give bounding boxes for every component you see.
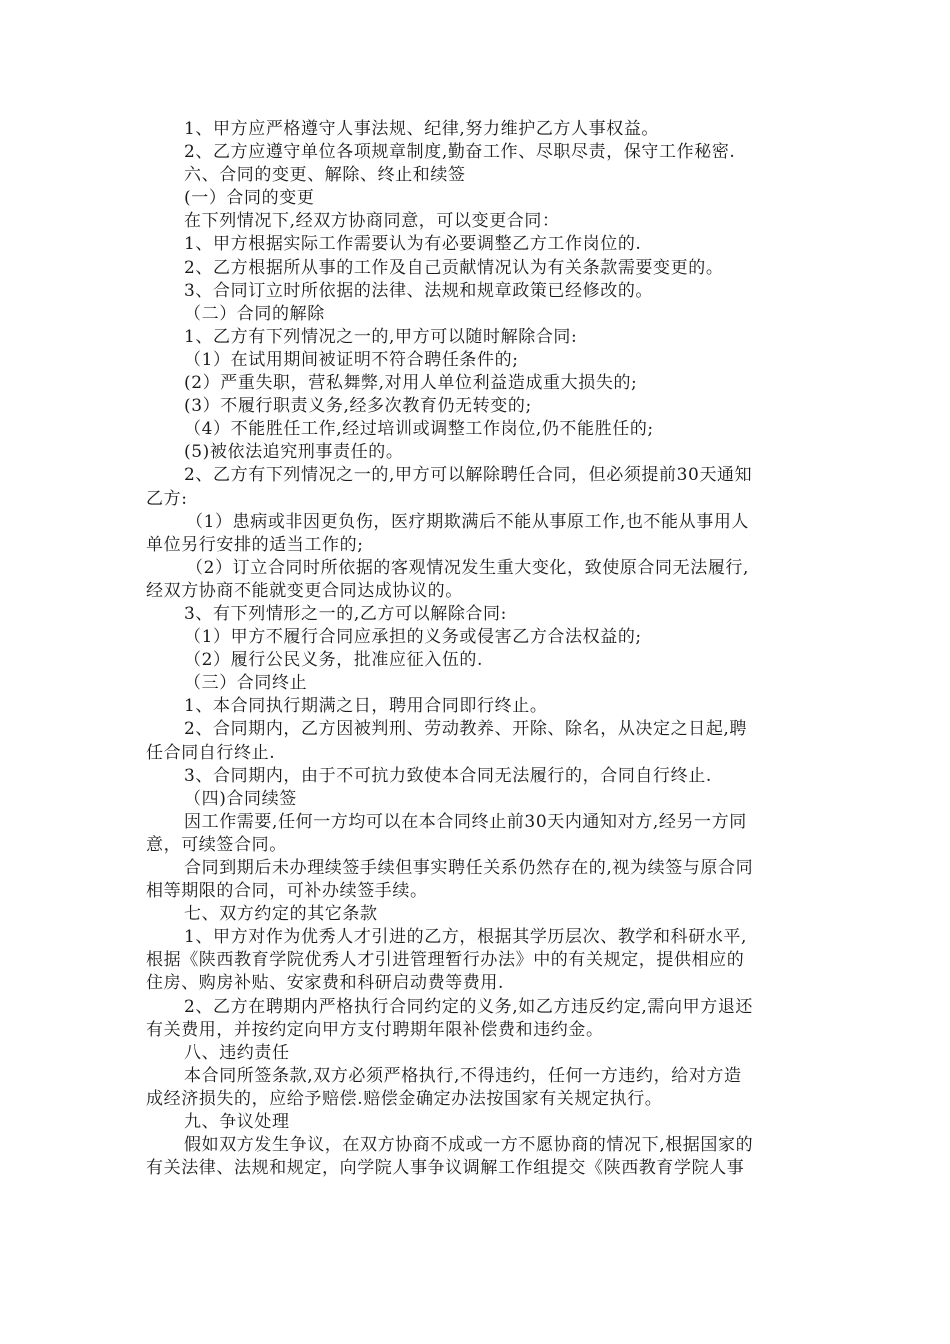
text-line: （三）合同终止 (184, 673, 308, 694)
text-line: 七、双方约定的其它条款 (184, 904, 378, 925)
text-line: 经双方协商不能就变更合同达成协议的。 (146, 580, 463, 601)
text-line: 3、合同订立时所依据的法律、法规和规章政策已经修改的。 (184, 280, 654, 301)
text-line: 任合同自行终止. (146, 742, 276, 763)
text-line: 3、有下列情形之一的,乙方可以解除合同: (184, 603, 507, 624)
text-line: 有关法律、法规和规定，向学院人事争议调解工作组提交《陕西教育学院人事 (146, 1158, 745, 1179)
text-line: 3、合同期内，由于不可抗力致使本合同无法履行的，合同自行终止. (184, 765, 712, 786)
text-line: 意，可续签合同。 (146, 834, 287, 855)
text-line: （4）不能胜任工作,经过培训或调整工作岗位,仍不能胜任的; (184, 419, 654, 440)
text-line: 1、本合同执行期满之日，聘用合同即行终止。 (184, 696, 548, 717)
text-line: 2、乙方在聘期内严格执行合同约定的义务,如乙方违反约定,需向甲方退还 (184, 996, 754, 1017)
text-line: (5)被依法追究刑事责任的。 (184, 442, 404, 463)
text-line: 单位另行安排的适当工作的; (146, 534, 364, 555)
text-line: 1、甲方根据实际工作需要认为有必要调整乙方工作岗位的. (184, 234, 642, 255)
text-line: （2）履行公民义务，批准应征入伍的. (184, 650, 484, 671)
text-line: 成经济损失的，应给予赔偿.赔偿金确定办法按国家有关规定执行。 (146, 1088, 663, 1109)
text-line: 六、合同的变更、解除、终止和续签 (184, 165, 466, 186)
text-line: 1、甲方对作为优秀人才引进的乙方，根据其学历层次、教学和科研水平, (184, 927, 748, 948)
text-line: 2、乙方根据所从事的工作及自己贡献情况认为有关条款需要变更的。 (184, 257, 724, 278)
text-line: 1、乙方有下列情况之一的,甲方可以随时解除合同: (184, 326, 578, 347)
text-line: 假如双方发生争议，在双方协商不成或一方不愿协商的情况下,根据国家的 (184, 1135, 754, 1156)
text-line: 1、甲方应严格遵守人事法规、纪律,努力维护乙方人事权益。 (184, 119, 660, 139)
text-line: 相等期限的合同，可补办续签手续。 (146, 881, 428, 902)
text-line: 根据《陕西教育学院优秀人才引进管理暂行办法》中的有关规定，提供相应的 (146, 950, 745, 971)
text-line: 2、合同期内，乙方因被判刑、劳动教养、开除、除名，从决定之日起,聘 (184, 719, 748, 740)
text-line: 住房、购房补贴、安家费和科研启动费等费用. (146, 973, 505, 994)
text-line: （二）合同的解除 (184, 303, 325, 324)
text-line: （1）甲方不履行合同应承担的义务或侵害乙方合法权益的; (184, 627, 642, 648)
text-line: 在下列情况下,经双方协商同意，可以变更合同： (184, 211, 560, 232)
text-line: （1）在试用期间被证明不符合聘任条件的; (184, 349, 519, 370)
text-line: 合同到期后未办理续签手续但事实聘任关系仍然存在的,视为续签与原合同 (184, 858, 754, 878)
document-body (146, 118, 806, 1180)
text-line: 九、争议处理 (184, 1112, 290, 1133)
text-line: （2）订立合同时所依据的客观情况发生重大变化，致使原合同无法履行, (186, 557, 750, 578)
text-line: 乙方: (146, 488, 188, 509)
text-line: 因工作需要,任何一方均可以在本合同终止前30天内通知对方,经另一方同 (184, 811, 747, 832)
text-line: (一）合同的变更 (184, 188, 315, 209)
text-line: 有关费用，并按约定向甲方支付聘期年限补偿费和违约金。 (146, 1019, 604, 1040)
text-line: 2、乙方应遵守单位各项规章制度,勤奋工作、尽职尽责，保守工作秘密. (184, 142, 736, 163)
text-line: 2、乙方有下列情况之一的,甲方可以解除聘任合同，但必须提前30天通知 (184, 465, 753, 486)
text-line: （1）患病或非因更负伤，医疗期欺满后不能从事原工作,也不能从事用人 (186, 511, 750, 532)
text-line: 本合同所签条款,双方必须严格执行,不得违约，任何一方违约，给对方造 (184, 1065, 742, 1086)
text-line: (2）严重失职，营私舞弊,对用人单位利益造成重大损失的; (184, 373, 638, 394)
text-line: （四)合同续签 (184, 788, 297, 809)
text-line: 八、违约责任 (184, 1042, 290, 1063)
text-line: (3）不履行职责义务,经多次教育仍无转变的; (184, 396, 532, 417)
